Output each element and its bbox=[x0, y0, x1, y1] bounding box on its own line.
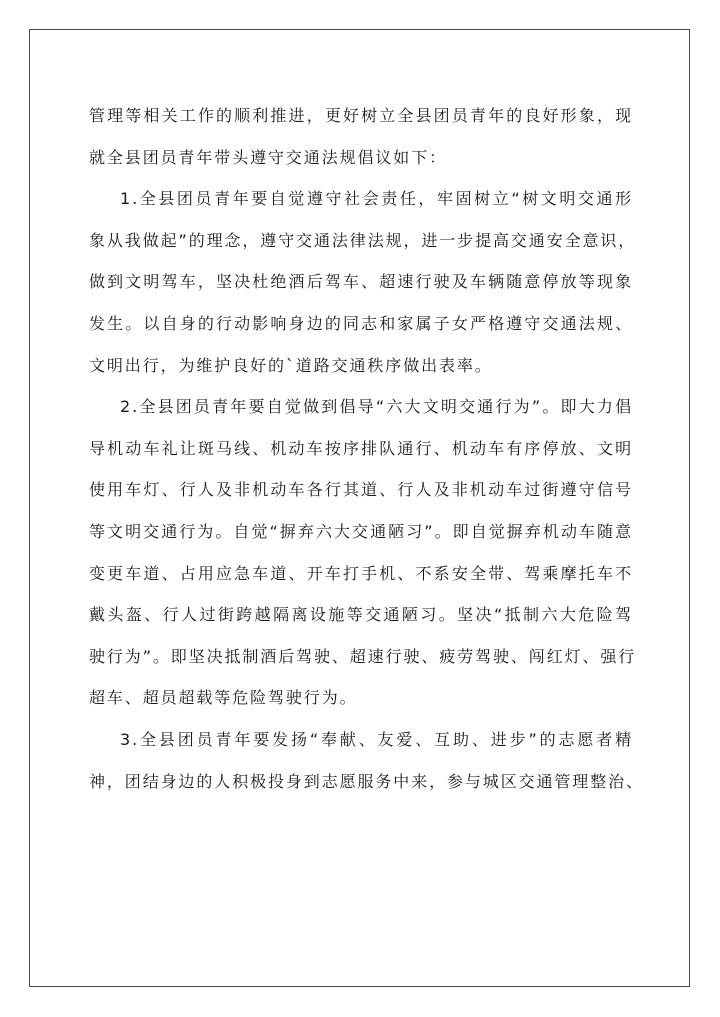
text-line: 导机动车礼让斑马线、机动车按序排队通行、机动车有序停放、文明 bbox=[89, 438, 633, 458]
text-line: 文明出行，为维护良好的`道路交通秩序做出表率。 bbox=[89, 355, 493, 375]
text-line: 等文明交通行为。自觉“摒弃六大交通陋习”。即自觉摒弃机动车随意 bbox=[89, 521, 633, 541]
text-line: 管理等相关工作的顺利推进，更好树立全县团员青年的良好形象，现 bbox=[89, 106, 633, 125]
text-line: 做到文明驾车，坚决杜绝酒后驾车、超速行驶及车辆随意停放等现象 bbox=[89, 272, 633, 292]
paragraph-1-start: 1.全县团员青年要自觉遵守社会责任，牢固树立“树文明交通形 bbox=[120, 189, 633, 209]
text-line: 变更车道、占用应急车道、开车打手机、不系安全带、驾乘摩托车不 bbox=[89, 563, 633, 583]
text-line: 神，团结身边的人积极投身到志愿服务中来，参与城区交通管理整治、 bbox=[89, 771, 644, 791]
text-line: 使用车灯、行人及非机动车各行其道、行人及非机动车过街遵守信号 bbox=[89, 480, 633, 500]
document-body bbox=[89, 95, 644, 802]
text-line: 象从我做起”的理念，遵守交通法律法规，进一步提高交通安全意识， bbox=[89, 230, 637, 250]
paragraph-2-start: 2.全县团员青年要自觉做到倡导“六大文明交通行为”。即大力倡 bbox=[120, 397, 633, 417]
text-line: 发生。以自身的行动影响身边的同志和家属子女严格遵守交通法规、 bbox=[89, 313, 633, 333]
text-line: 就全县团员青年带头遵守交通法规倡议如下： bbox=[89, 147, 448, 167]
text-line: 戴头盔、行人过街跨越隔离设施等交通陋习。坚决“抵制六大危险驾 bbox=[89, 605, 633, 625]
text-line: 驶行为”。即坚决抵制酒后驾驶、超速行驶、疲劳驾驶、闯红灯、强行 bbox=[89, 646, 637, 666]
paragraph-3-start: 3.全县团员青年要发扬“奉献、友爱、互助、进步”的志愿者精 bbox=[120, 729, 633, 749]
text-line: 超车、超员超载等危险驾驶行为。 bbox=[89, 688, 358, 708]
